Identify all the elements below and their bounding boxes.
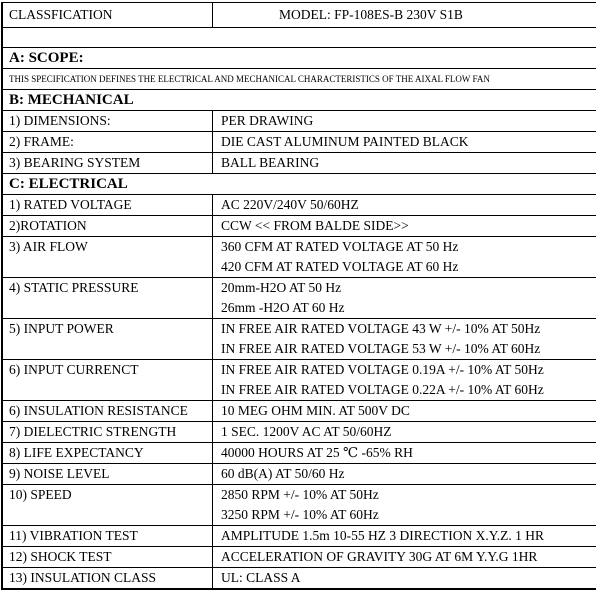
spec-row [3, 485, 596, 526]
spec-label: 3) BEARING SYSTEM [3, 153, 213, 174]
spec-value [213, 153, 596, 174]
model-label: MODEL: FP-108ES-B 230V S1B [213, 3, 596, 28]
spec-value [213, 319, 596, 360]
scope-title: A: SCOPE: [3, 48, 596, 69]
spec-row [3, 278, 596, 319]
spec-value-line: 60 dB(A) AT 50/60 Hz [221, 464, 596, 484]
spec-row [3, 526, 596, 547]
spec-value [213, 568, 596, 589]
spec-value-line: 3250 RPM +/- 10% AT 60Hz [221, 505, 596, 525]
spec-row [3, 464, 596, 485]
spec-value-line: CCW << FROM BALDE SIDE>> [221, 216, 596, 236]
spec-value [213, 401, 596, 422]
spec-sheet [1, 2, 596, 590]
spec-value-line: ACCELERATION OF GRAVITY 30G AT 6M Y.Y.G 1HR [221, 547, 596, 567]
spec-value [213, 111, 596, 132]
spec-label: 9) NOISE LEVEL [3, 464, 213, 485]
mechanical-section-header [3, 90, 596, 111]
spec-value-line: UL: CLASS A [221, 568, 596, 588]
spec-label: 7) DIELECTRIC STRENGTH [3, 422, 213, 443]
spec-value [213, 216, 596, 237]
spec-value-line: 20mm-H2O AT 50 Hz [221, 278, 596, 298]
electrical-section-header [3, 174, 596, 195]
spec-value-line: IN FREE AIR RATED VOLTAGE 0.19A +/- 10% AT 50Hz [221, 360, 596, 380]
spec-value [213, 526, 596, 547]
header-row [3, 3, 596, 28]
spec-row [3, 319, 596, 360]
spec-value-line: AC 220V/240V 50/60HZ [221, 195, 596, 215]
spec-value-line: PER DRAWING [221, 111, 596, 131]
spec-label: 4) STATIC PRESSURE [3, 278, 213, 319]
spec-row [3, 216, 596, 237]
electrical-title: C: ELECTRICAL [3, 174, 596, 195]
spec-row [3, 443, 596, 464]
spec-label: 10) SPEED [3, 485, 213, 526]
spec-row [3, 401, 596, 422]
spec-value-line: DIE CAST ALUMINUM PAINTED BLACK [221, 132, 596, 152]
spec-label: 6) INSULATION RESISTANCE [3, 401, 213, 422]
spec-value-line: 2850 RPM +/- 10% AT 50Hz [221, 485, 596, 505]
classification-label: CLASSFICATION [3, 3, 213, 28]
spec-value [213, 132, 596, 153]
mechanical-title: B: MECHANICAL [3, 90, 596, 111]
spec-row [3, 547, 596, 568]
spec-label: 2)ROTATION [3, 216, 213, 237]
spec-label: 11) VIBRATION TEST [3, 526, 213, 547]
spec-value-line: 40000 HOURS AT 25 ℃ -65% RH [221, 443, 596, 463]
spec-row [3, 422, 596, 443]
spec-value [213, 443, 596, 464]
spec-label: 1) RATED VOLTAGE [3, 195, 213, 216]
spec-value-line: 420 CFM AT RATED VOLTAGE AT 60 Hz [221, 257, 596, 277]
spec-value-line: 10 MEG OHM MIN. AT 500V DC [221, 401, 596, 421]
spec-value [213, 422, 596, 443]
spec-value [213, 464, 596, 485]
spec-value-line: 360 CFM AT RATED VOLTAGE AT 50 Hz [221, 237, 596, 257]
spec-row [3, 237, 596, 278]
spec-label: 6) INPUT CURRENCT [3, 360, 213, 401]
spec-table [2, 2, 596, 589]
spec-label: 13) INSULATION CLASS [3, 568, 213, 589]
spec-row [3, 568, 596, 589]
spec-row [3, 111, 596, 132]
spec-value-line: 1 SEC. 1200V AC AT 50/60HZ [221, 422, 596, 442]
spec-value [213, 195, 596, 216]
spec-value [213, 360, 596, 401]
spec-label: 5) INPUT POWER [3, 319, 213, 360]
spec-value-line: BALL BEARING [221, 153, 596, 173]
spec-value-line: 26mm -H2O AT 60 Hz [221, 298, 596, 318]
scope-description-row [3, 69, 596, 90]
spec-value [213, 485, 596, 526]
spec-value [213, 278, 596, 319]
spec-label: 1) DIMENSIONS: [3, 111, 213, 132]
spec-label: 2) FRAME: [3, 132, 213, 153]
scope-section-header [3, 48, 596, 69]
spec-value [213, 237, 596, 278]
spec-value-line: IN FREE AIR RATED VOLTAGE 0.22A +/- 10% AT 60Hz [221, 380, 596, 400]
spec-value-line: AMPLITUDE 1.5m 10-55 HZ 3 DIRECTION X.Y.Z. 1 HR [221, 526, 596, 546]
spec-row [3, 153, 596, 174]
spec-row [3, 360, 596, 401]
scope-description: THIS SPECIFICATION DEFINES THE ELECTRICAL AND MECHANICAL CHARACTERISTICS OF THE AIXAL FLOW FAN [3, 69, 596, 90]
spec-row [3, 132, 596, 153]
spec-value [213, 547, 596, 568]
spec-label: 8) LIFE EXPECTANCY [3, 443, 213, 464]
spec-label: 3) AIR FLOW [3, 237, 213, 278]
spec-value-line: IN FREE AIR RATED VOLTAGE 43 W +/- 10% AT 50Hz [221, 319, 596, 339]
spec-value-line: IN FREE AIR RATED VOLTAGE 53 W +/- 10% AT 60Hz [221, 339, 596, 359]
spec-label: 12) SHOCK TEST [3, 547, 213, 568]
spec-row [3, 195, 596, 216]
blank-row [3, 28, 596, 48]
